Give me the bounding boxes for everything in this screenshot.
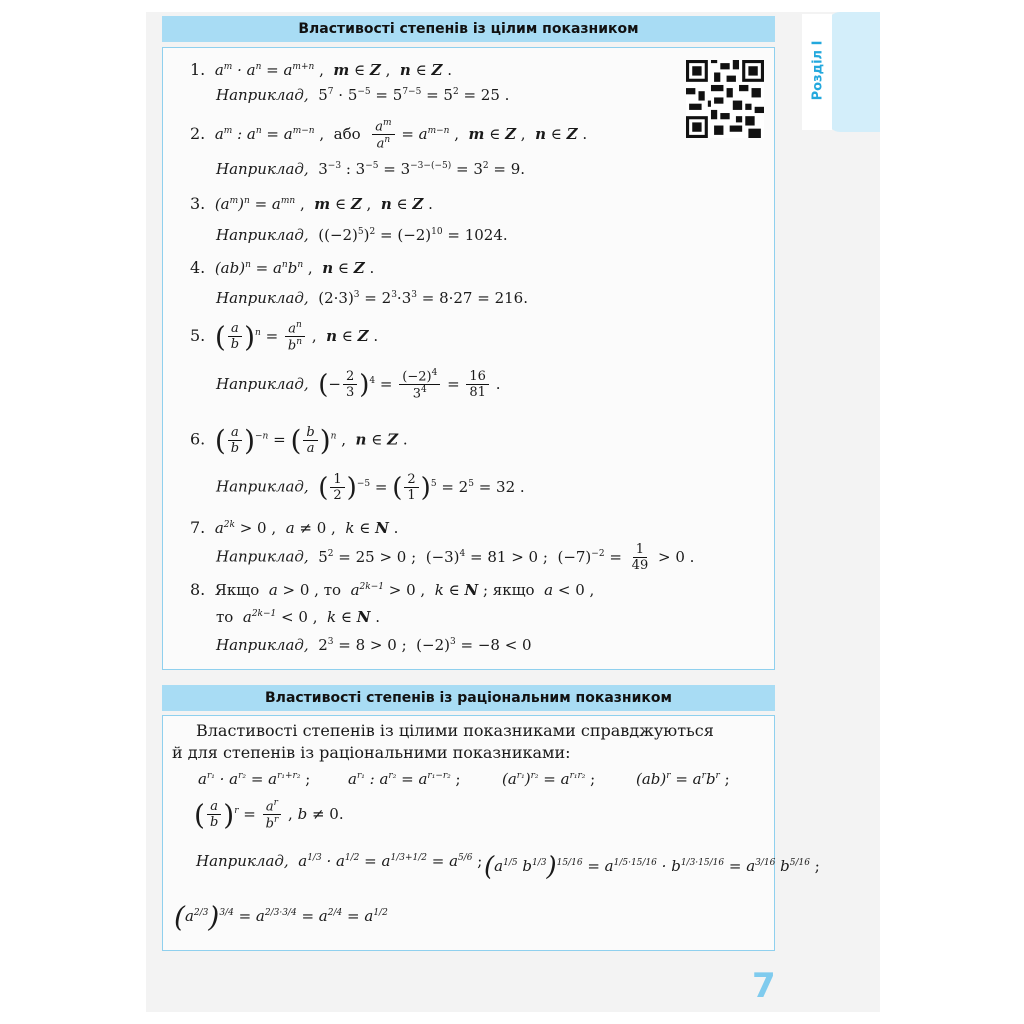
item-3: 3. $(a^m)^n = a^{mn}$ , m ∈ Z , n ∈ Z . [190, 194, 433, 213]
example-2: Наприклад, $3^{-3}$ : $3^{-5} = 3^{-3-(-5)} = 3^2 = 9$. [216, 160, 526, 178]
rational-formula-2: $a^{r_1}$ : $a^{r_2} = a^{r_1-r_2}$ ; [348, 770, 461, 788]
rational-example-3: $(a^{2/3})^{3/4} = a^{2/3\cdot 3/4} = a^{2/4} = a^{1/2}$ [174, 900, 388, 933]
item-7: 7. $a^{2k} > 0$ , a ≠ 0 , k ∈ N . [190, 518, 399, 537]
item-8-line2: то $a^{2k-1} < 0$ , k ∈ N . [216, 608, 381, 626]
section2-para-line2: й для степенів із раціональними показниками: [172, 743, 571, 762]
example-4: Наприклад, $(2\cdot 3)^3 = 2^3\cdot 3^3 = 8\cdot 27 = 216$. [216, 289, 528, 307]
example-1: Наприклад, $5^7 \cdot 5^{-5} = 5^{7-5} = 5^2 = 25$ . [216, 86, 510, 104]
qr-code-icon[interactable] [686, 60, 764, 138]
chapter-tab-label: Розділ І [810, 40, 826, 100]
item-4: 4. $(ab)^n = a^nb^n$ , n ∈ Z . [190, 258, 375, 277]
example-3: Наприклад, $((-2)^5)^2 = (-2)^{10} = 1024$. [216, 226, 508, 244]
rational-formula-3: $(a^{r_1})^{r_2} = a^{r_1r_2}$ ; [502, 770, 596, 788]
example-8: Наприклад, $2^3 = 8 > 0$ ; $(-2)^3 = -8 < 0$ [216, 636, 532, 654]
rational-example-2: ($a^{1/5}$ $b^{1/3})^{15/16} = a^{1/5\cdot 15/16} \cdot b^{1/3\cdot 15/16} = a^{3/16}$ $b^{5/16}$ ; [484, 852, 820, 882]
example-5: Наприклад, (− $\frac{2}{3}$ )$^4$ = $\frac{(-2)^4}{3^4}$ = $\frac{16}{81}$ . [216, 368, 501, 402]
item-5: 5. ( $\frac{a}{b}$ )$^n$ = $\frac{a^n}{b^n}$ , n ∈ Z . [190, 320, 379, 354]
page-number: 7 [752, 966, 776, 1006]
rational-formula-4: $(ab)^r = a^rb^r$ ; [636, 770, 730, 788]
section1-title: Властивості степенів із цілим показником [162, 16, 775, 42]
rational-example-1: Наприклад, $a^{1/3} \cdot a^{1/2} = a^{1/3+1/2} = a^{5/6}$ ; [196, 852, 483, 870]
item-2: 2. $a^m$ : $a^n = a^{m-n}$ , або $\frac{a^m}{a^n}$ = $a^{m-n}$ , m ∈ Z , n ∈ Z . [190, 118, 588, 152]
item-6: 6. ( $\frac{a}{b}$ )$^{-n}$ = ( $\frac{b}{a}$ )$^n$ , n ∈ Z . [190, 424, 408, 457]
rational-formula-5: ( $\frac{a}{b}$ )$^r$ = $\frac{a^r}{b^r}$ , b ≠ 0. [194, 798, 344, 832]
section2-para-line1: Властивості степенів із цілими показниками справджуються [196, 721, 714, 740]
rational-formula-1: $a^{r_1} \cdot a^{r_2} = a^{r_1+r_2}$ ; [198, 770, 311, 788]
item-8: 8. Якщо a > 0 , то $a^{2k-1} > 0$ , k ∈ N ; якщо a < 0 , [190, 580, 595, 599]
example-6: Наприклад, ( $\frac{1}{2}$ )$^{-5}$ = ( $\frac{2}{1}$ )$^5 = 2^5 = 32$ . [216, 472, 525, 503]
example-7: Наприклад, $5^2 = 25 > 0$ ; $(-3)^4 = 81 > 0$ ; $(-7)^{-2}$ = $\frac{1}{49}$ > 0 . [216, 542, 695, 573]
section2-title: Властивості степенів із раціональним показником [162, 685, 775, 711]
item-1: 1. $a^m \cdot a^n = a^{m+n}$ , m ∈ Z , n ∈ Z . [190, 60, 452, 79]
chapter-tab [828, 12, 880, 132]
